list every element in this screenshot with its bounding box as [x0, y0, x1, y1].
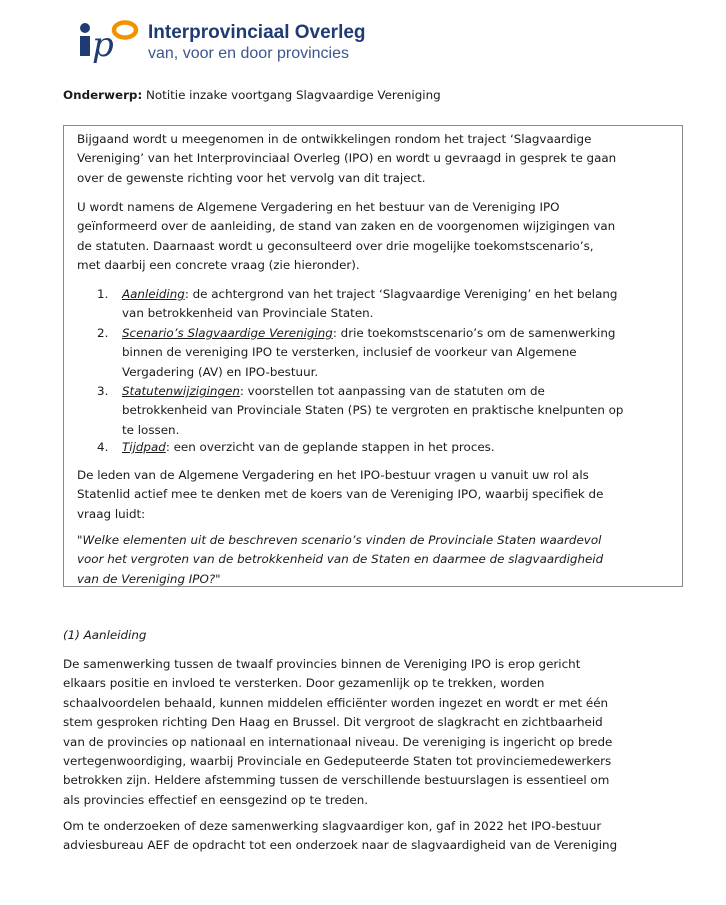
text-line: Vereniging’ van het Interprovinciaal Overleg (IPO) en wordt u gevraagd in gesprek te gaan: [77, 151, 617, 166]
text-line: schaalvoordelen behaald, kunnen middelen efficiënter worden ingezet en wordt er met één: [63, 695, 609, 710]
list-term: Statutenwijzigingen: [122, 384, 240, 398]
logo-title: Interprovinciaal Overleg: [148, 22, 366, 43]
list-number: 3.: [97, 384, 109, 398]
text-line: geïnformeerd over de aanleiding, de stand van zaken en de voorgenomen wijzigingen van: [77, 219, 616, 234]
list-number: 4.: [97, 440, 109, 454]
text-line: binnen de vereniging IPO te versterken, inclusief de voorkeur van Algemene: [122, 345, 577, 360]
text-line: Statenlid actief mee te denken met de koers van de Vereniging IPO, waarbij specifiek de: [77, 487, 604, 502]
text-line: vertegenwoordiging, waarbij Provinciale en Gedeputeerde Staten tot provinciemedewerkers: [63, 754, 612, 769]
text-line: "Welke elementen uit de beschreven scenario’s vinden de Provinciale Staten waardevol: [77, 533, 602, 547]
text-line: voor het vergroten van de betrokkenheid van de Staten en daarmee de slagvaardigheid: [77, 552, 604, 567]
list-number: 1.: [97, 287, 109, 301]
list-term: Scenario’s Slagvaardige Vereniging: [122, 325, 333, 340]
text-line: met daarbij een concrete vraag (zie hieronder).: [77, 258, 360, 273]
subject-label: Onderwerp:: [63, 88, 143, 102]
ipo-logo: [72, 16, 366, 76]
text-line: als provincies effectief en eensgezind op te treden.: [63, 792, 369, 807]
text-line: elkaars positie en invloed te versterken. Door gezamenlijk op te trekken, worden: [63, 676, 545, 691]
text-line: Vergadering (AV) en IPO-bestuur.: [122, 364, 319, 379]
box-paragraph-2: [77, 198, 615, 276]
text-line: de statuten. Daarnaast wordt u geconsulteerd over drie mogelijke toekomstscenario’s,: [77, 238, 594, 253]
text-line: betrokkenheid van Provinciale Staten (PS) te vergroten en praktische knelpunten op: [122, 403, 624, 418]
text-line: vraag luidt:: [77, 506, 146, 521]
text-line: over de gewenste richting voor het vervolg van dit traject.: [77, 170, 426, 185]
svg-text:p: p: [92, 25, 114, 65]
box-paragraph-1: [77, 130, 616, 188]
section-paragraph-2: [63, 817, 617, 856]
list-number: 2.: [97, 325, 109, 340]
list-term: Tijdpad: [122, 440, 166, 454]
text-line: te lossen.: [122, 422, 180, 437]
text-line: van de Vereniging IPO?": [77, 571, 221, 586]
logo-subtitle: van, voor en door provincies: [148, 45, 349, 62]
text-line: U wordt namens de Algemene Vergadering en het bestuur van de Vereniging IPO: [77, 200, 560, 214]
text-line: : een overzicht van de geplande stappen in het proces.: [165, 440, 495, 454]
text-line: stem gesproken richting Den Haag en Brussel. Dit vergroot de slagkracht en zichtbaarheid: [63, 715, 603, 730]
text-line: Bijgaand wordt u meegenomen in de ontwikkelingen rondom het traject ‘Slagvaardige: [77, 132, 592, 146]
list-term: Aanleiding: [122, 287, 185, 301]
subject-line: [63, 86, 441, 105]
section-heading: (1) Aanleiding: [63, 628, 147, 642]
box-paragraph-3: [77, 466, 603, 524]
text-line: : de achtergrond van het traject ‘Slagvaardige Vereniging’ en het belang: [184, 287, 618, 301]
text-line: van betrokkenheid van Provinciale Staten.: [122, 306, 374, 321]
text-line: adviesbureau AEF de opdracht tot een onderzoek naar de slagvaardigheid van de Vereniging: [63, 838, 618, 853]
text-line: De leden van de Algemene Vergadering en het IPO-bestuur vragen u vanuit uw rol als: [77, 468, 589, 482]
text-line: : drie toekomstscenario’s om de samenwerking: [332, 325, 616, 340]
ipo-logo-mark: [72, 16, 144, 76]
consultation-question: [77, 531, 603, 589]
text-line: De samenwerking tussen de twaalf provincies binnen de Vereniging IPO is erop gericht: [63, 657, 581, 671]
text-line: betrokken zijn. Heldere afstemming tussen de verschillende bestuurslagen is essentieel om: [63, 773, 610, 788]
section-paragraph-1: [63, 655, 612, 810]
text-line: : voorstellen tot aanpassing van de statuten om de: [239, 384, 545, 398]
subject-value: Notitie inzake voortgang Slagvaardige Vereniging: [145, 88, 441, 102]
text-line: van de provincies op nationaal en internationaal niveau. De vereniging is ingericht op brede: [63, 734, 613, 749]
text-line: Om te onderzoeken of deze samenwerking slagvaardiger kon, gaf in 2022 het IPO-bestuur: [63, 819, 602, 833]
